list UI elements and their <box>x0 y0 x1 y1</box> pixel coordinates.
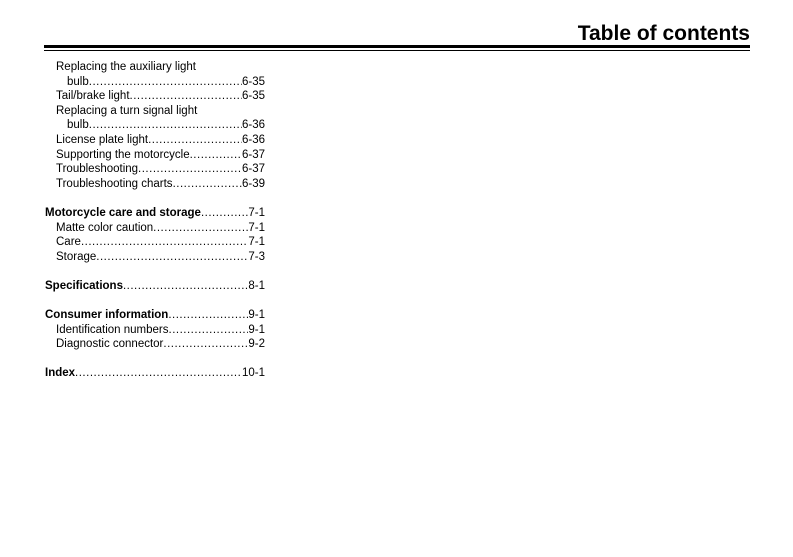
toc-entry-label: License plate light <box>56 133 149 146</box>
toc-entry-matte-color-caution[interactable] <box>45 221 265 236</box>
toc-entry-storage[interactable] <box>45 250 265 265</box>
toc-section-label: Index <box>45 367 76 380</box>
dot-leader <box>163 337 248 352</box>
dot-leader <box>201 206 248 221</box>
toc-entry-page: 6-37 <box>241 163 265 176</box>
toc-section-consumer-information[interactable] <box>45 308 265 323</box>
toc-entry-page: 9-1 <box>248 309 265 322</box>
dot-leader <box>130 89 242 104</box>
toc-entry-turn-signal-bulb[interactable] <box>45 118 265 133</box>
toc-entry-page: 6-36 <box>241 133 265 146</box>
header-rule-thick <box>44 45 750 48</box>
dot-leader <box>169 323 249 338</box>
toc-entry-page: 7-1 <box>248 206 265 219</box>
page-title: Table of contents <box>577 22 750 45</box>
toc-entry-page: 9-1 <box>248 323 265 336</box>
toc-section-care-storage[interactable] <box>45 206 265 221</box>
toc-entry-diagnostic-connector[interactable] <box>45 337 265 352</box>
toc-section-label: Specifications <box>45 279 123 292</box>
dot-leader <box>89 75 242 90</box>
dot-leader <box>153 221 248 236</box>
toc-entry-label: Diagnostic connector <box>56 338 164 351</box>
toc-entry-label: bulb <box>67 75 89 88</box>
toc-entry-label: Storage <box>56 250 97 263</box>
toc-entry-page: 6-36 <box>241 119 265 132</box>
toc-entry-label: Troubleshooting charts <box>56 177 173 190</box>
toc-entry-page: 6-39 <box>241 177 265 190</box>
dot-leader <box>168 308 248 323</box>
toc-entry-label: Tail/brake light <box>56 90 130 103</box>
toc-entry-label: bulb <box>67 119 89 132</box>
toc-entry-troubleshooting[interactable] <box>45 162 265 177</box>
toc-entry-page: 6-37 <box>241 148 265 161</box>
header-rule-thin <box>44 50 750 51</box>
toc-entry-aux-light-bulb[interactable] <box>45 75 265 90</box>
toc-entry-troubleshooting-charts[interactable] <box>45 177 265 192</box>
toc-entry-page: 9-2 <box>248 338 265 351</box>
dot-leader <box>123 279 248 294</box>
toc-entry-tail-brake-light[interactable] <box>45 89 265 104</box>
toc-section-label: Consumer information <box>45 309 169 322</box>
toc-entry-page: 8-1 <box>248 279 265 292</box>
dot-leader <box>81 235 248 250</box>
toc-entry-continuation: Replacing the auxiliary light <box>56 61 196 73</box>
toc-entry-page: 7-1 <box>248 236 265 249</box>
toc-entry-care[interactable] <box>45 235 265 250</box>
toc-entry-label: Care <box>56 236 81 249</box>
toc-entry-continuation: Replacing a turn signal light <box>56 104 198 117</box>
toc-section-specifications[interactable] <box>45 279 265 294</box>
toc-entry-page: 6-35 <box>241 90 265 103</box>
toc-entry-supporting-motorcycle[interactable] <box>45 148 265 163</box>
toc-entry-label: Supporting the motorcycle <box>56 148 190 161</box>
toc-entry-page: 10-1 <box>241 367 265 380</box>
dot-leader <box>190 148 242 163</box>
dot-leader <box>96 250 248 265</box>
toc-entry-page: 7-1 <box>248 221 265 234</box>
toc-entry-identification-numbers[interactable] <box>45 323 265 338</box>
toc-section-label: Motorcycle care and storage <box>45 206 201 219</box>
toc-entry-page: 7-3 <box>248 250 265 263</box>
toc-entry-label: Troubleshooting <box>56 163 139 176</box>
dot-leader <box>75 366 242 381</box>
toc-entry-label: Matte color caution <box>56 221 154 234</box>
toc-entry-label: Identification numbers <box>56 323 169 336</box>
dot-leader <box>173 177 242 192</box>
toc-entry-license-plate-light[interactable] <box>45 133 265 148</box>
toc-section-index[interactable] <box>45 366 265 381</box>
toc-entry-page: 6-35 <box>241 75 265 88</box>
dot-leader <box>148 133 242 148</box>
dot-leader <box>138 162 242 177</box>
dot-leader <box>89 118 242 133</box>
toc-list <box>45 60 265 381</box>
